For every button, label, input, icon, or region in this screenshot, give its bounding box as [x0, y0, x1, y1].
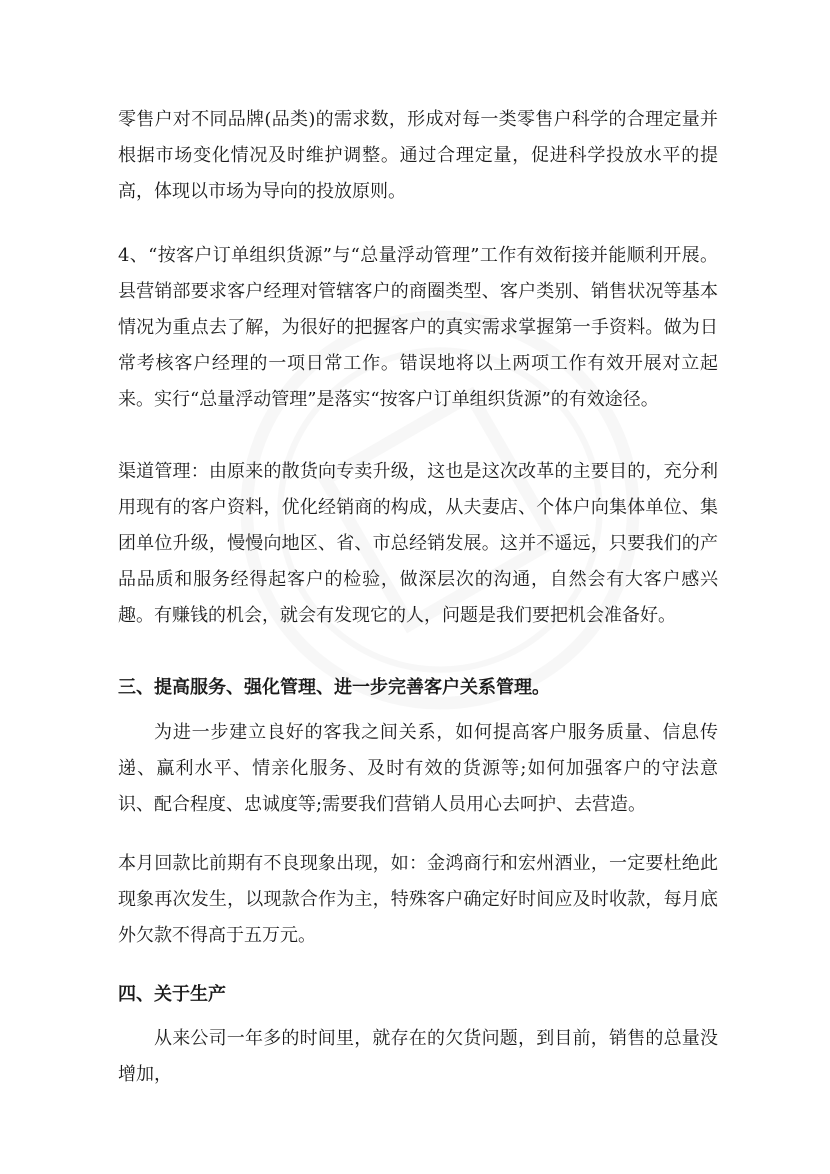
paragraph-order-sourcing: 4、“按客户订单组织货源”与“总量浮动管理”工作有效衔接并能顺利开展。县营销部要求客户经理对管辖客户的商圈类型、客户类别、销售状况等基本情况为重点去了解，为很好的把握客户的真实需求掌握第一手资料。做为日常考核客户经理的一项日常工作。错误地将以上两项工作有效开展对立起来。实行“总量浮动管理”是落实“按客户订单组织货源”的有效途径。 — [118, 245, 718, 410]
paragraph-customer-relations: 为进一步建立良好的客我之间关系，如何提高客户服务质量、信息传递、赢利水平、情亲化服务、及时有效的货源等;如何加强客户的守法意识、配合程度、忠诚度等;需要我们营销人员用心去呵护、去营造。 — [118, 722, 718, 815]
paragraph-retail-demand: 零售户对不同品牌(品类)的需求数，形成对每一类零售户科学的合理定量并根据市场变化情况及时维护调整。通过合理定量，促进科学投放水平的提高，体现以市场为导向的投放原则。 — [118, 109, 718, 202]
paragraph-production: 从来公司一年多的时间里，就存在的欠货问题，到目前，销售的总量没增加， — [118, 1028, 718, 1085]
paragraph-payment-collection: 本月回款比前期有不良现象出现，如：金鸿商行和宏州酒业，一定要杜绝此现象再次发生，以现款合作为主，特殊客户确定好时间应及时收款，每月底外欠款不得高于五万元。 — [118, 853, 718, 946]
paragraph-channel-management: 渠道管理：由原来的散货向专卖升级，这也是这次改革的主要目的，充分利用现有的客户资料，优化经销商的构成，从夫妻店、个体户向集体单位、集团单位升级，慢慢向地区、省、市总经销发展。这并不遥远，只要我们的产品品质和服务经得起客户的检验，做深层次的沟通，自然会有大客户感兴趣。有赚钱的机会，就会有发现它的人，问题是我们要把机会准备好。 — [118, 461, 718, 626]
section-heading-production: 四、关于生产 — [118, 984, 226, 1005]
section-heading-customer-relations: 三、提高服务、强化管理、进一步完善客户关系管理。 — [118, 677, 550, 698]
